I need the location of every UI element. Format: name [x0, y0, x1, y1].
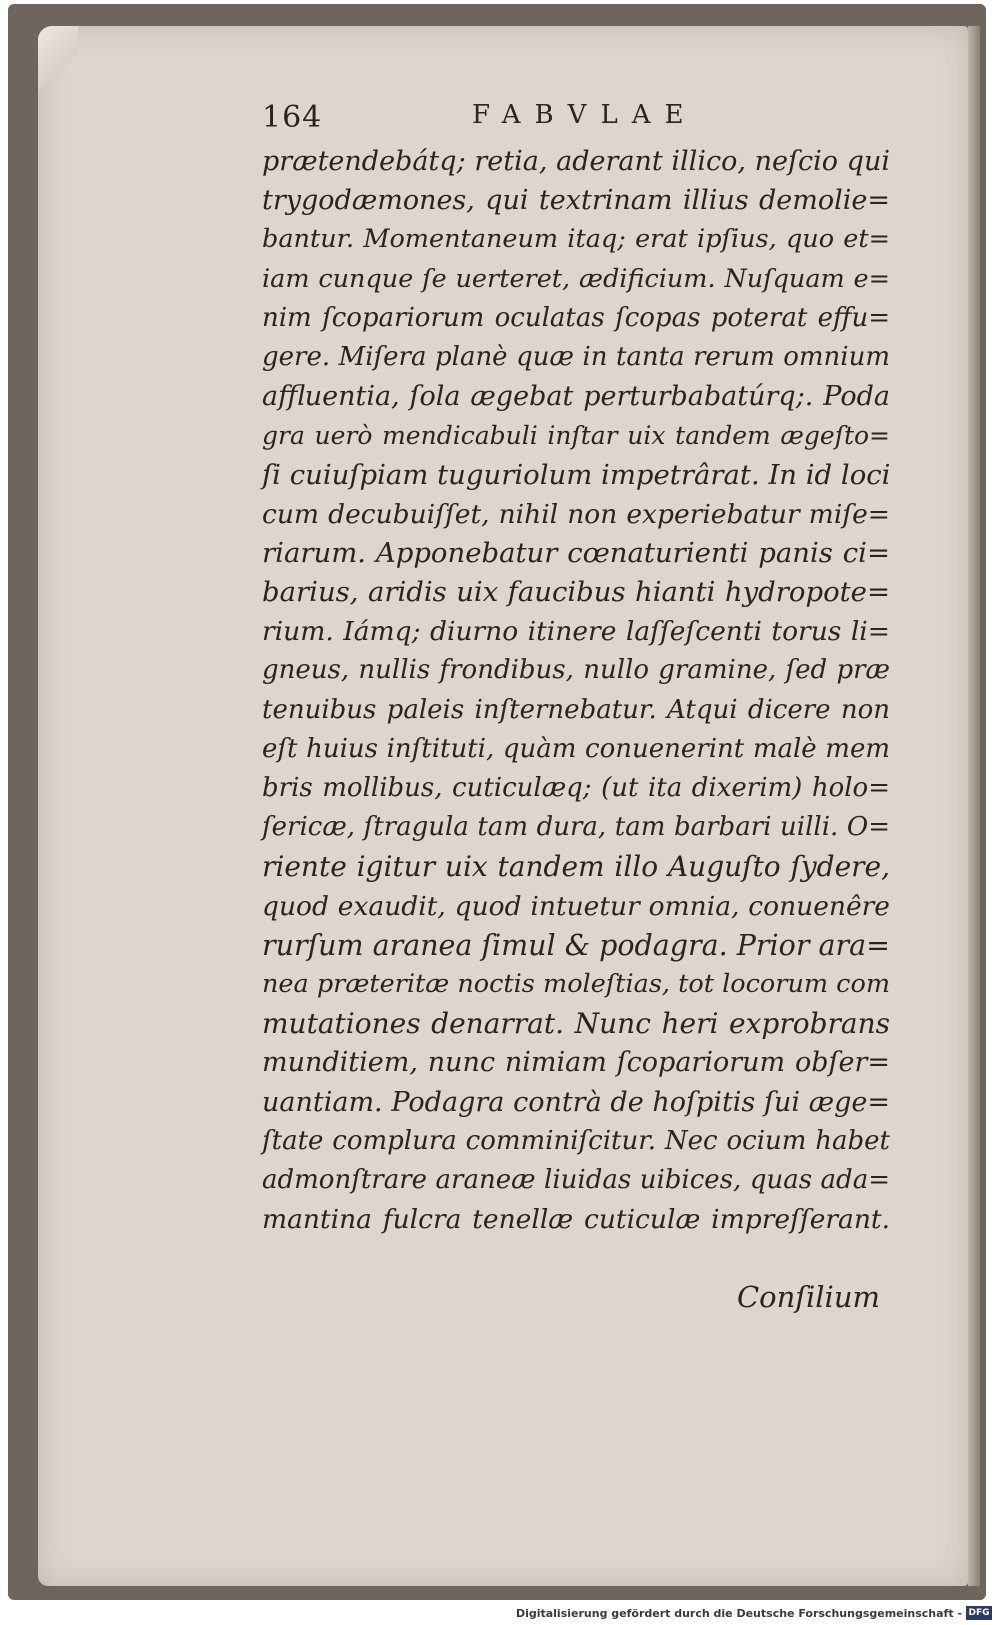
text-line: riarum. Apponebatur cœnaturienti panis ci= [262, 536, 890, 569]
text-line: nim ſcopariorum oculatas ſcopas poterat effu= [262, 302, 890, 333]
text-line: nea præteritæ noctis moleſtias, tot locorum com [262, 968, 890, 999]
text-line: mutationes denarrat. Nunc heri exprobrans [262, 1007, 890, 1041]
text-line: riente igitur uix tandem illo Auguſto ſydere, [262, 850, 890, 884]
text-line: mantina fulcra tenellæ cuticulæ impreſſerant. [262, 1204, 890, 1236]
text-line: munditiem, nunc nimiam ſcopariorum obſer= [262, 1047, 890, 1079]
text-line: admonſtrare araneæ liuidas uibices, quas ada= [262, 1164, 890, 1195]
text-line: barius, aridis uix faucibus hianti hydropote= [262, 576, 890, 609]
page-right-edge [968, 26, 980, 1586]
digitization-footer [0, 1605, 1000, 1625]
text-line: gra uerò mendicabuli inſtar uix tandem ægeſto= [262, 421, 890, 451]
text-line: rium. Iámq; diurno itinere laſſeſcenti torus li= [262, 616, 890, 648]
text-line: quod exaudit, quod intuetur omnia, conuenêre [262, 890, 890, 922]
text-line: gneus, nullis frondibus, nullo gramine, ſed præ [262, 655, 890, 686]
text-line: ſericæ, ſtragula tam dura, tam barbari uilli. O= [262, 812, 890, 843]
page-corner-fold [38, 26, 78, 96]
text-line: uantiam. Podagra contrà de hoſpitis ſui æge= [262, 1086, 890, 1118]
text-line: ſtate complura comminiſcitur. Nec ocium habet [262, 1125, 890, 1156]
text-line: iam cunque ſe uerteret, ædificium. Nuſquam e= [262, 263, 890, 294]
text-line: gere. Miſera planè quæ in tanta rerum omnium [262, 341, 890, 372]
text-line: cum decubuiſſet, nihil non experiebatur miſe= [262, 498, 890, 530]
text-line: trygodæmones, qui textrinam illius demolie= [262, 185, 890, 217]
text-line: eſt huius inſtituti, quàm conuenerint malè mem [262, 733, 890, 764]
page-number: 164 [262, 100, 323, 135]
text-line: tenuibus paleis inſternebatur. Atqui dicere non [262, 694, 890, 725]
text-line: bantur. Momentaneum itaq; erat ipſius, quo et= [262, 224, 890, 255]
catchword: Conſilium [736, 1280, 880, 1314]
funding-credit: Digitalisierung gefördert durch die Deutsche Forschungsgemeinschaft - [515, 1607, 962, 1620]
text-line: rurſum aranea ſimul & podagra. Prior ara= [262, 928, 890, 962]
running-head [262, 100, 902, 140]
body-text [262, 142, 890, 1239]
dfg-logo: DFG [966, 1606, 992, 1620]
text-line: ſi cuiuſpiam tuguriolum impetrârat. In id loci [262, 458, 891, 491]
text-line: bris mollibus, cuticulæq; (ut ita dixerim) holo= [262, 773, 890, 803]
running-title: FABVLAE [472, 100, 698, 130]
text-line: prætendebátq; retia, aderant illico, neſcio qui [262, 146, 890, 177]
text-line: affluentia, ſola ægebat perturbabatúrq;. Poda [262, 381, 890, 413]
